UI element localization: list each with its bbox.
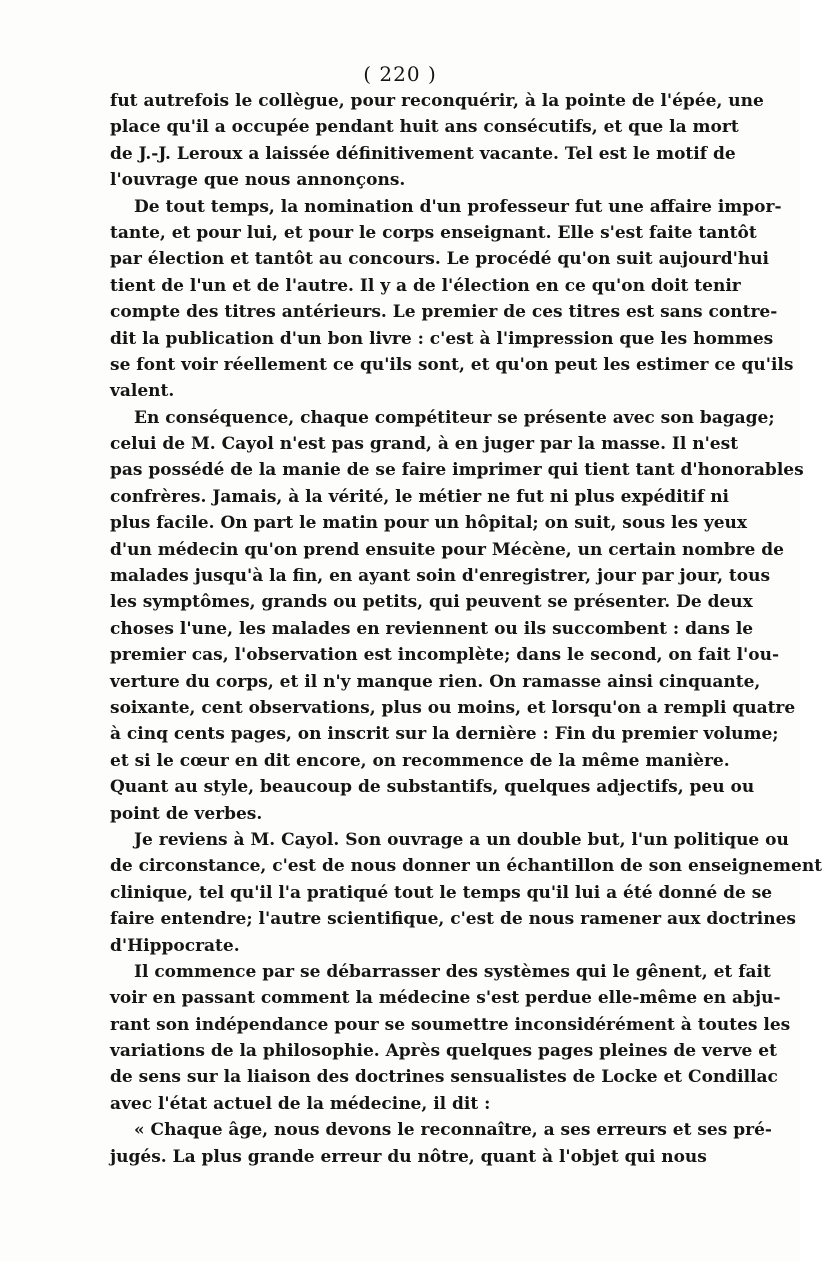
text-line: valent.: [110, 381, 175, 402]
text-line: Je reviens à M. Cayol. Son ouvrage a un double but, l'un politique ou: [134, 829, 789, 850]
text-line: pas possédé de la manie de se faire imprimer qui tient tant d'honorables: [110, 460, 804, 481]
text-line: variations de la philosophie. Après quelques pages pleines de verve et: [110, 1041, 777, 1062]
page-number: ( 220 ): [363, 62, 437, 86]
text-line: premier cas, l'observation est incomplète; dans le second, on fait l'ou-: [110, 645, 779, 666]
text-line: Il commence par se débarrasser des systèmes qui le gênent, et fait: [134, 961, 771, 982]
text-line: les symptômes, grands ou petits, qui peuvent se présenter. De deux: [110, 592, 753, 613]
text-line: tient de l'un et de l'autre. Il y a de l'élection en ce qu'on doit tenir: [110, 275, 741, 296]
text-line: place qu'il a occupée pendant huit ans consécutifs, et que la mort: [110, 117, 739, 138]
text-line: soixante, cent observations, plus ou moins, et lorsqu'on a rempli quatre: [110, 697, 796, 718]
text-line: verture du corps, et il n'y manque rien. On ramasse ainsi cinquante,: [110, 671, 761, 692]
text-line: rant son indépendance pour se soumettre inconsidérément à toutes les: [110, 1014, 791, 1035]
text-line: de circonstance, c'est de nous donner un échantillon de son enseignement: [110, 856, 822, 877]
text-line: d'Hippocrate.: [110, 935, 240, 956]
text-line: De tout temps, la nomination d'un professeur fut une affaire impor-: [134, 196, 782, 217]
text-line: compte des titres antérieurs. Le premier de ces titres est sans contre-: [110, 302, 778, 323]
text-line: d'un médecin qu'on prend ensuite pour Mécène, un certain nombre de: [110, 539, 784, 560]
text-line: fut autrefois le collègue, pour reconquérir, à la pointe de l'épée, une: [110, 91, 764, 111]
text-line: à cinq cents pages, on inscrit sur la dernière : Fin du premier volume;: [110, 724, 779, 745]
body-text: [110, 88, 822, 1170]
text-line: plus facile. On part le matin pour un hôpital; on suit, sous les yeux: [110, 513, 748, 534]
text-line: tante, et pour lui, et pour le corps enseignant. Elle s'est faite tantôt: [110, 222, 757, 243]
text-line: « Chaque âge, nous devons le reconnaître, a ses erreurs et ses pré-: [134, 1120, 772, 1141]
text-line: avec l'état actuel de la médecine, il dit :: [110, 1093, 491, 1114]
text-line: de J.-J. Leroux a laissée définitivement vacante. Tel est le motif de: [110, 143, 736, 164]
text-line: dit la publication d'un bon livre : c'est à l'impression que les hommes: [110, 328, 774, 349]
text-line: Quant au style, beaucoup de substantifs, quelques adjectifs, peu ou: [110, 777, 755, 798]
text-line: clinique, tel qu'il l'a pratiqué tout le temps qu'il lui a été donné de se: [110, 882, 773, 903]
text-line: En conséquence, chaque compétiteur se présente avec son bagage;: [134, 407, 775, 428]
text-line: jugés. La plus grande erreur du nôtre, quant à l'objet qui nous: [110, 1146, 707, 1167]
text-line: se font voir réellement ce qu'ils sont, et qu'on peut les estimer ce qu'ils: [110, 354, 794, 375]
text-line: confrères. Jamais, à la vérité, le métier ne fut ni plus expéditif ni: [110, 486, 730, 507]
text-line: malades jusqu'à la fin, en ayant soin d'enregistrer, jour par jour, tous: [110, 566, 771, 587]
text-line: et si le cœur en dit encore, on recommence de la même manière.: [110, 750, 730, 771]
text-line: choses l'une, les malades en reviennent ou ils succombent : dans le: [110, 618, 754, 639]
text-line: voir en passant comment la médecine s'est perdue elle-même en abju-: [110, 988, 781, 1009]
text-line: point de verbes.: [110, 803, 263, 824]
text-line: de sens sur la liaison des doctrines sensualistes de Locke et Condillac: [110, 1067, 778, 1088]
text-line: par élection et tantôt au concours. Le procédé qu'on suit aujourd'hui: [110, 249, 770, 270]
text-line: l'ouvrage que nous annonçons.: [110, 170, 406, 191]
text-line: celui de M. Cayol n'est pas grand, à en juger par la masse. Il n'est: [110, 434, 739, 455]
text-line: faire entendre; l'autre scientifique, c'est de nous ramener aux doctrines: [110, 909, 796, 930]
